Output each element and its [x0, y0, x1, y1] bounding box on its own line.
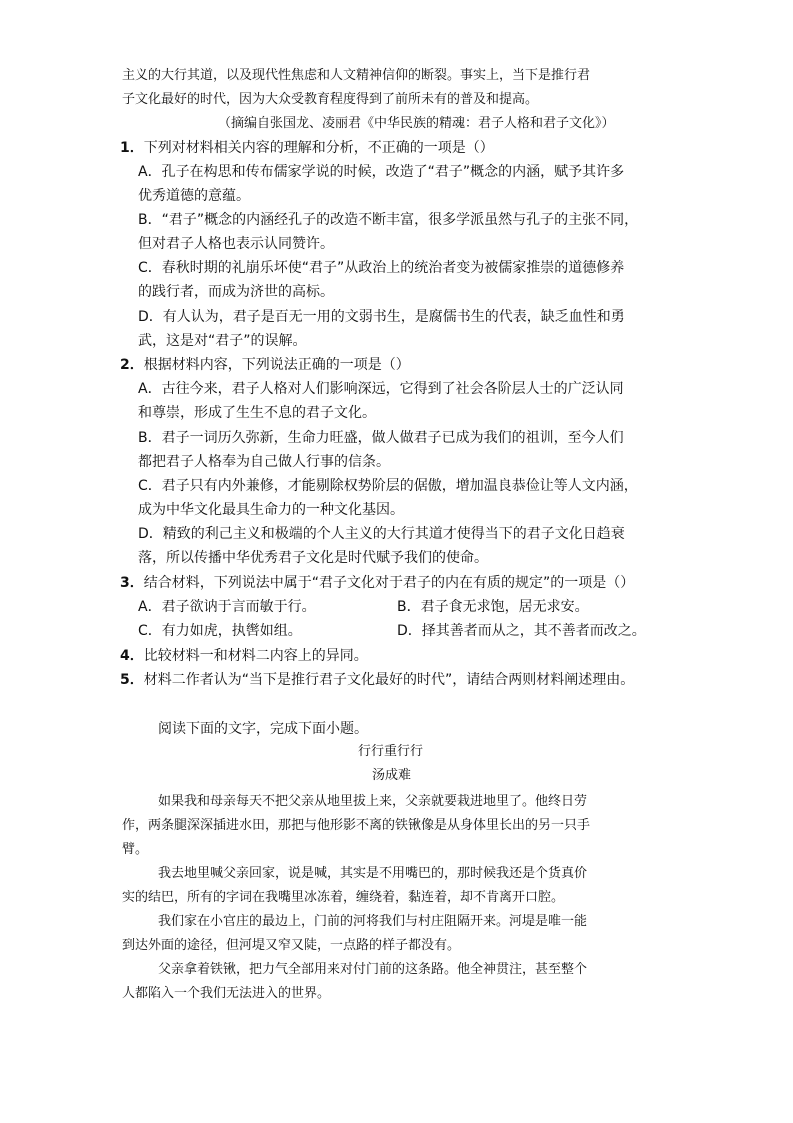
option-c: C．君子只有内外兼修，才能剔除权势阶层的倨傲，增加温良恭俭让等人文内涵，	[138, 478, 638, 494]
option-a: A．古往今来，君子人格对人们影响深远，它得到了社会各阶层人士的广泛认同	[138, 381, 624, 397]
option-c-cont: 成为中华文化最具生命力的一种文化基因。	[138, 502, 404, 518]
option-d: D．精致的利己主义和极端的个人主义的大行其道才使得当下的君子文化日趋衰	[138, 526, 625, 542]
question-number: 4．	[120, 648, 144, 664]
paragraph-line: 人都陷入一个我们无法进入的世界。	[122, 986, 331, 1001]
reading-author: 汤成难	[372, 768, 412, 783]
question-4	[120, 646, 368, 666]
passage-source: （摘编自张国龙、凌丽君《中华民族的精魂：君子人格和君子文化》）	[218, 116, 615, 131]
passage-line: 主义的大行其道，以及现代性焦虑和人文精神信仰的断裂。事实上，当下是推行君	[122, 68, 591, 83]
question-number: 2．	[120, 357, 144, 373]
question-stem: 结合材料，下列说法中属于“君子文化对于君子的内在有质的规定”的一项是（）	[143, 575, 635, 591]
question-stem: 根据材料内容，下列说法正确的一项是（）	[143, 357, 410, 373]
paragraph-line: 我去地里喊父亲回家，说是喊，其实是不用嘴巴的，那时候我还是个货真价	[158, 866, 588, 881]
option-b: B．君子一词历久弥新，生命力旺盛，做人做君子已成为我们的祖训，至今人们	[138, 430, 624, 446]
option-a: A．君子欲讷于言而敏于行。	[138, 599, 316, 615]
option-d: D．有人认为，君子是百无一用的文弱书生，是腐儒书生的代表，缺乏血性和勇	[138, 309, 625, 325]
question-number: 5．	[120, 672, 144, 688]
reading-title: 行行重行行	[358, 744, 424, 759]
paragraph-line: 实的结巴，所有的字词在我嘴里冰冻着，缠绕着，黏连着，却不肯离开口腔。	[122, 890, 565, 905]
paragraph-line: 到达外面的途径，但河堤又窄又陡，一点路的样子都没有。	[122, 938, 461, 953]
paragraph-line: 臂。	[122, 842, 149, 857]
question-stem: 下列对材料相关内容的理解和分析，不正确的一项是（）	[143, 140, 494, 156]
option-c-cont: 的践行者，而成为济世的高标。	[138, 284, 334, 300]
question-number: 3．	[120, 575, 144, 591]
option-b-cont: 但对君子人格也表示认同赞许。	[138, 236, 334, 252]
question-5	[120, 670, 634, 690]
question-number: 1．	[120, 140, 144, 156]
option-d: D．择其善者而从之，其不善者而改之。	[397, 623, 646, 639]
question-1	[120, 138, 494, 158]
paragraph-line: 父亲拿着铁锹，把力气全部用来对付门前的这条路。他全神贯注，甚至整个	[158, 962, 588, 977]
paragraph-line: 我们家在小官庄的最边上，门前的河将我们与村庄阻隔开来。河堤是唯一能	[158, 914, 588, 929]
paragraph-line: 作，两条腿深深插进水田，那把与他形影不离的铁锹像是从身体里长出的另一只手	[122, 818, 591, 833]
option-a-cont: 和尊崇，形成了生生不息的君子文化。	[138, 405, 376, 421]
option-c: C．春秋时期的礼崩乐坏使“君子”从政治上的统治者变为被儒家推崇的道德修养	[138, 260, 625, 276]
paragraph-line: 如果我和母亲每天不把父亲从地里拔上来，父亲就要栽进地里了。他终日劳	[158, 794, 588, 809]
option-a-cont: 优秀道德的意蕴。	[138, 188, 250, 204]
option-b-cont: 都把君子人格奉为自己做人行事的信条。	[138, 454, 390, 470]
option-b: B．君子食无求饱，居无求安。	[397, 599, 589, 615]
option-a: A．孔子在构思和传布儒家学说的时候，改造了“君子”概念的内涵，赋予其许多	[138, 164, 625, 180]
option-d-cont: 武，这是对“君子”的误解。	[138, 333, 307, 349]
reading-instruction: 阅读下面的文字，完成下面小题。	[158, 721, 368, 737]
option-b: B．“君子”概念的内涵经孔子的改造不断丰富，很多学派虽然与孔子的主张不同，	[138, 212, 639, 228]
question-3	[120, 573, 634, 593]
question-stem: 比较材料一和材料二内容上的异同。	[143, 648, 368, 664]
passage-line: 子文化最好的时代，因为大众受教育程度得到了前所未有的普及和提高。	[122, 92, 539, 107]
option-c: C．有力如虎，执辔如组。	[138, 623, 302, 639]
question-2	[120, 355, 410, 375]
option-d-cont: 落，所以传播中华优秀君子文化是时代赋予我们的使命。	[138, 550, 488, 566]
question-stem: 材料二作者认为“当下是推行君子文化最好的时代”，请结合两则材料阐述理由。	[143, 672, 635, 688]
